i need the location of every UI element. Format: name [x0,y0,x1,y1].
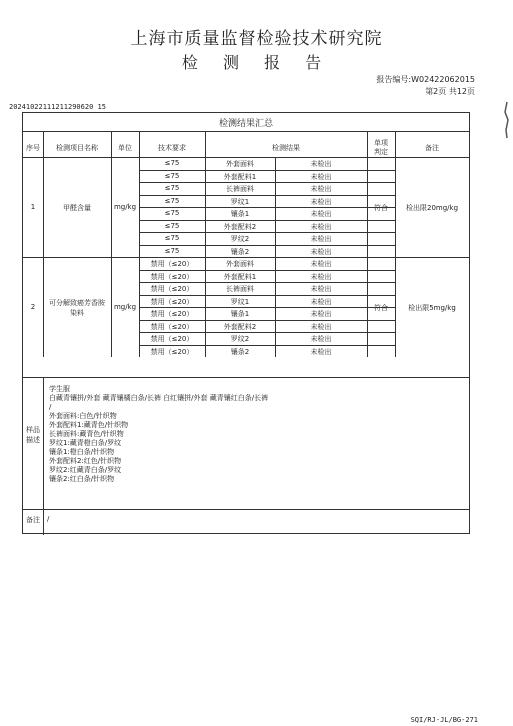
row-requirement: ≤75 [164,171,180,180]
row-judgement: 符合 [374,204,388,212]
header-result: 检测结果 [272,144,300,152]
header-item: 检测项目名称 [56,144,98,152]
row-result: 未检出 [310,335,332,343]
row-result: 未检出 [310,185,332,193]
row-requirement: 禁用（≤20） [150,335,194,343]
row-requirement: ≤75 [164,221,180,230]
row-part: 镶条2 [230,247,250,256]
header-judge-1: 单项 [374,139,388,147]
page-info: 第2页 共12页 [425,87,475,96]
row-item-name: 可分解致癌芳香胺 [49,299,105,307]
row-requirement: ≤75 [164,209,180,217]
row-part: 罗纹1 [230,297,250,306]
row-part: 外套配料2 [223,322,257,331]
row-result: 未检出 [310,285,332,293]
results-table [22,112,470,534]
row-part: 外套配料1 [223,172,257,181]
row-requirement: 禁用（≤20） [150,272,194,281]
row-requirement: 禁用（≤20） [150,310,194,318]
sample-description [49,385,268,484]
row-result: 未检出 [310,210,332,218]
row-requirement: 禁用（≤20） [150,322,194,331]
row-remark: 检出限20mg/kg [405,204,459,212]
row-result: 未检出 [310,222,332,231]
row-part: 镶条1 [230,310,250,318]
section-title: 检测结果汇总 [218,119,273,129]
report-number: 报告编号:W02422062015 [376,75,475,84]
row-item-name: 染料 [70,309,84,317]
sample-line: 外套配料2:红色/针织物 [49,457,122,465]
row-part: 罗纹1 [230,197,250,206]
row-part: 长裤面料 [226,285,254,293]
row-part: 外套配料1 [223,272,257,281]
row-result: 未检出 [310,347,332,356]
row-requirement: 禁用（≤20） [150,297,194,306]
row-unit: mg/kg [113,303,137,311]
row-requirement: 禁用（≤20） [150,260,194,268]
row-requirement: ≤75 [164,184,180,192]
sample-line: 长裤面料:藏青色/针织物 [49,430,124,438]
sample-line: 学生服 [49,385,70,393]
sample-line: 罗纹1:藏青橙白条/罗纹 [49,439,122,447]
row-requirement: ≤75 [164,246,180,255]
footer-code: SQI/RJ-JL/BG-271 [410,716,478,724]
row-requirement: ≤75 [164,234,180,242]
row-part: 外套面料 [226,260,254,268]
sample-line: / [49,403,52,411]
row-part: 外套面料 [226,160,254,168]
header-unit: 单位 [118,144,132,152]
sample-label-1: 样品 [26,426,40,434]
row-part: 镶条2 [230,347,250,356]
row-requirement: ≤75 [164,159,180,167]
row-result: 未检出 [310,297,332,306]
row-remark: 检出限5mg/kg [408,304,456,312]
row-part: 镶条1 [230,210,250,218]
row-judgement: 符合 [374,304,388,312]
sample-line: 镶条2:红白条/针织物 [49,475,115,483]
row-part: 外套配料2 [223,222,257,231]
row-requirement: 禁用（≤20） [150,347,194,356]
row-requirement: ≤75 [164,196,180,205]
note-label: 备注 [26,516,40,524]
institute-name: 上海市质量监督检验技术研究院 [130,29,383,49]
sample-line: 外套面料:白色/针织物 [49,412,117,420]
row-result: 未检出 [310,235,332,243]
document-title: 检 测 报 告 [181,53,332,72]
row-part: 罗纹2 [230,335,250,343]
header-requirement: 技术要求 [158,144,186,152]
row-seq: 1 [30,203,36,211]
row-part: 长裤面料 [226,185,254,193]
row-result: 未检出 [310,247,332,256]
row-item-name: 甲醛含量 [63,204,91,212]
row-result: 未检出 [310,310,332,318]
sample-line: 白藏青镶拼/外套 藏青镶橘白条/长裤 白红镶拼/外套 藏青镶红白条/长裤 [49,394,269,402]
document-code: 20241022111211290620 15 [9,103,106,111]
row-result: 未检出 [310,260,332,268]
header-remark: 备注 [425,144,439,152]
row-part: 罗纹2 [230,235,250,243]
note-value: / [47,515,50,523]
sample-line: 外套配料1:藏青色/针织物 [49,421,129,429]
row-unit: mg/kg [113,203,137,211]
sample-line: 罗纹2:红藏青白条/罗纹 [49,466,122,474]
sample-label-2: 描述 [26,436,40,444]
row-result: 未检出 [310,322,332,331]
sample-line: 镶条1:橙白条/针织物 [49,448,115,456]
row-result: 未检出 [310,197,332,206]
edge-mark-icon [501,100,511,140]
row-requirement: 禁用（≤20） [150,285,194,293]
row-result: 未检出 [310,172,332,181]
header-seq: 序号 [26,144,40,152]
row-seq: 2 [30,303,36,311]
row-result: 未检出 [310,160,332,168]
row-result: 未检出 [310,272,332,281]
header-judge-2: 判定 [374,148,388,156]
